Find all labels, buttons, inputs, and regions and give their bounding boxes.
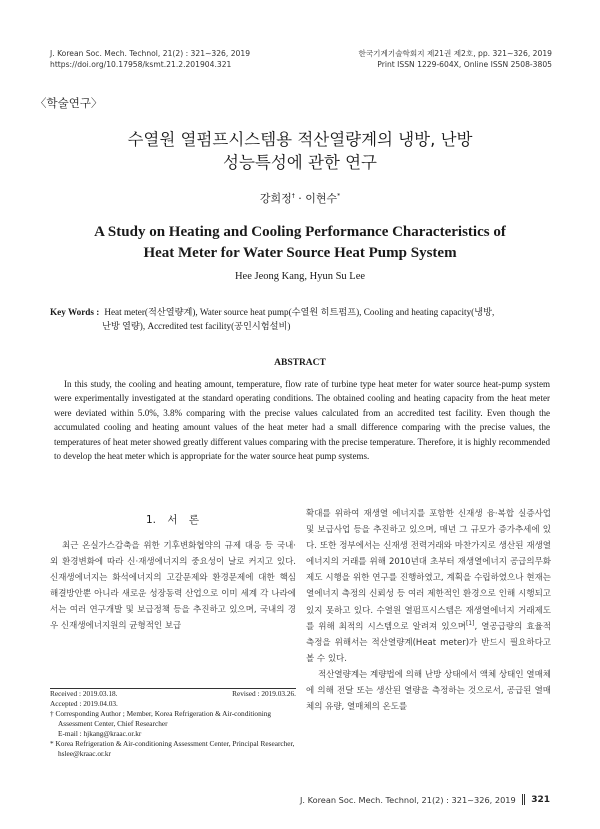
page-number: 321 xyxy=(531,794,550,805)
authors-korean xyxy=(0,190,600,206)
title-english-line: Heat Meter for Water Source Heat Pump System xyxy=(143,245,457,261)
citation[interactable]: [1] xyxy=(465,619,475,627)
abstract-text: In this study, the cooling and heating amount, temperature, flow rate of turbine type heat meter for water source heat-pump system were experimentally investigated at the standard operating conditions. The obtained cooling and heating capacity from the heat meter were deviated within 5.0%, 3.8% comparing with the precise values calculated from an accredited test facility. Even though the accumulated cooling and heating amount values of the heat meter had a small difference comparing with the precise values, the temperatures of heat meter showed greatly different values comparing with the precise temperature. Therefore, it is highly recommended to develop the heat meter which is appropriate for the water source heat pump systems. xyxy=(54,379,550,462)
title-korean-line: 수열원 열펌프시스템용 적산열량계의 냉방, 난방 xyxy=(127,130,473,149)
author-name: 이현수 xyxy=(305,192,338,205)
affiliation-mark: * xyxy=(337,192,341,200)
title-korean-line: 성능특성에 관한 연구 xyxy=(223,153,377,172)
revised-date: Revised : 2019.03.26. xyxy=(232,689,296,698)
date-row xyxy=(50,689,296,699)
footer-journal: J. Korean Soc. Mech. Technol, 21(2) : 321~326, 2019 xyxy=(300,794,516,805)
abstract-heading: ABSTRACT xyxy=(274,358,326,368)
footnotes xyxy=(50,689,296,759)
received-date: Received : 2019.03.18. xyxy=(50,689,118,698)
authors-english: Hee Jeong Kang, Hyun Su Lee xyxy=(234,271,366,282)
running-header-issn: Print ISSN 1229-604X, Online ISSN 2508-3805 xyxy=(377,60,552,69)
running-header-journal-ko: 한국기계기술학회지 제21권 제2호, pp. 321~326, 2019 xyxy=(358,49,552,58)
paragraph xyxy=(306,506,551,667)
corresponding-author-note: † Corresponding Author ; Member, Korea Refrigeration & Air-conditioning Assessment Center, Chief Researcher xyxy=(50,709,272,728)
title-english xyxy=(0,222,600,264)
section-heading: 1. 서 론 xyxy=(146,514,199,526)
keywords-line: 난방 열량), Accredited test facility(공인시험설비) xyxy=(102,320,291,331)
keywords-line: Heat meter(적산열량계), Water source heat pump(수열원 히트펌프), Cooling and heating capacity(냉방, xyxy=(104,307,495,317)
keywords-label: Key Words : xyxy=(50,307,100,317)
article-category: 〈학술연구〉 xyxy=(35,96,103,110)
keywords xyxy=(50,306,552,333)
body-column-right xyxy=(306,506,551,715)
paragraph: 적산열량계는 계량법에 의해 난방 상태에서 액체 상태인 열매체에 의해 전달 또는 생산된 열량을 측정하는 것으로서, 공급된 열매체의 유량, 열매체의 온도를 xyxy=(306,669,551,713)
title-english-line: A Study on Heating and Cooling Performance Characteristics of xyxy=(94,224,506,240)
page-footer xyxy=(300,794,550,805)
title-korean xyxy=(0,128,600,174)
paragraph-text: 확대를 위하여 재생열 에너지를 포함한 신재생 융·복합 실증사업 및 보급사업 등을 추진하고 있으며, 매년 그 규모가 증가추세에 있다. 또한 정부에서는 신재생 전력거래와 마찬가지로 생산된 재생열에너지의 거래를 위해 2010년대 초부터 재생열에너지 공급의무화제도 시행을 위한 연구를 진행하였고, 계획을 수립하였으나 현재는 열에너지 측정의 신뢰성 등 여러 제한적인 환경으로 인해 시행되고 있지 못하고 있다. 수열원 열펌프시스템은 재생열에너지 거래제도를 위해 최적의 시스템으로 알려져 있으며 xyxy=(306,509,551,632)
body-column-left: 최근 온실가스감축을 위한 기후변화협약의 규제 대응 등 국내·외 환경변화에 따라 신·재생에너지의 중요성이 날로 커지고 있다. 신재생에너지는 화석에너지의 고갈문제와 환경문제에 대한 핵심 해결방안뿐 아니라 새로운 성장동력 산업으로 이미 세계 각 나라에서는 여러 연구개발 및 보급정책 등을 추진하고 있으며, 국내의 경우 신재생에너지원의 균형적인 보급 xyxy=(50,541,296,632)
corresponding-mark: † xyxy=(291,192,295,200)
footer-divider xyxy=(522,794,526,805)
paragraph-text: , 열공급량의 효율적 측정을 위해서는 적산열량계(Heat meter)가 반드시 필요하다고 볼 수 있다. xyxy=(306,621,551,664)
coauthor-note: * Korea Refrigeration & Air-conditioning Assessment Center, Principal Researcher, hslee@kraac.or.kr xyxy=(50,739,295,758)
author-name: 강희정 xyxy=(259,192,292,205)
running-header-doi[interactable]: https://doi.org/10.17958/ksmt.21.2.201904.321 xyxy=(50,60,232,69)
running-header-journal: J. Korean Soc. Mech. Technol, 21(2) : 321~326, 2019 xyxy=(50,49,251,58)
author-separator: · xyxy=(294,192,306,205)
corresponding-email[interactable]: E-mail : hjkang@kraac.or.kr xyxy=(58,729,142,738)
accepted-date: Accepted : 2019.04.03. xyxy=(50,699,118,708)
